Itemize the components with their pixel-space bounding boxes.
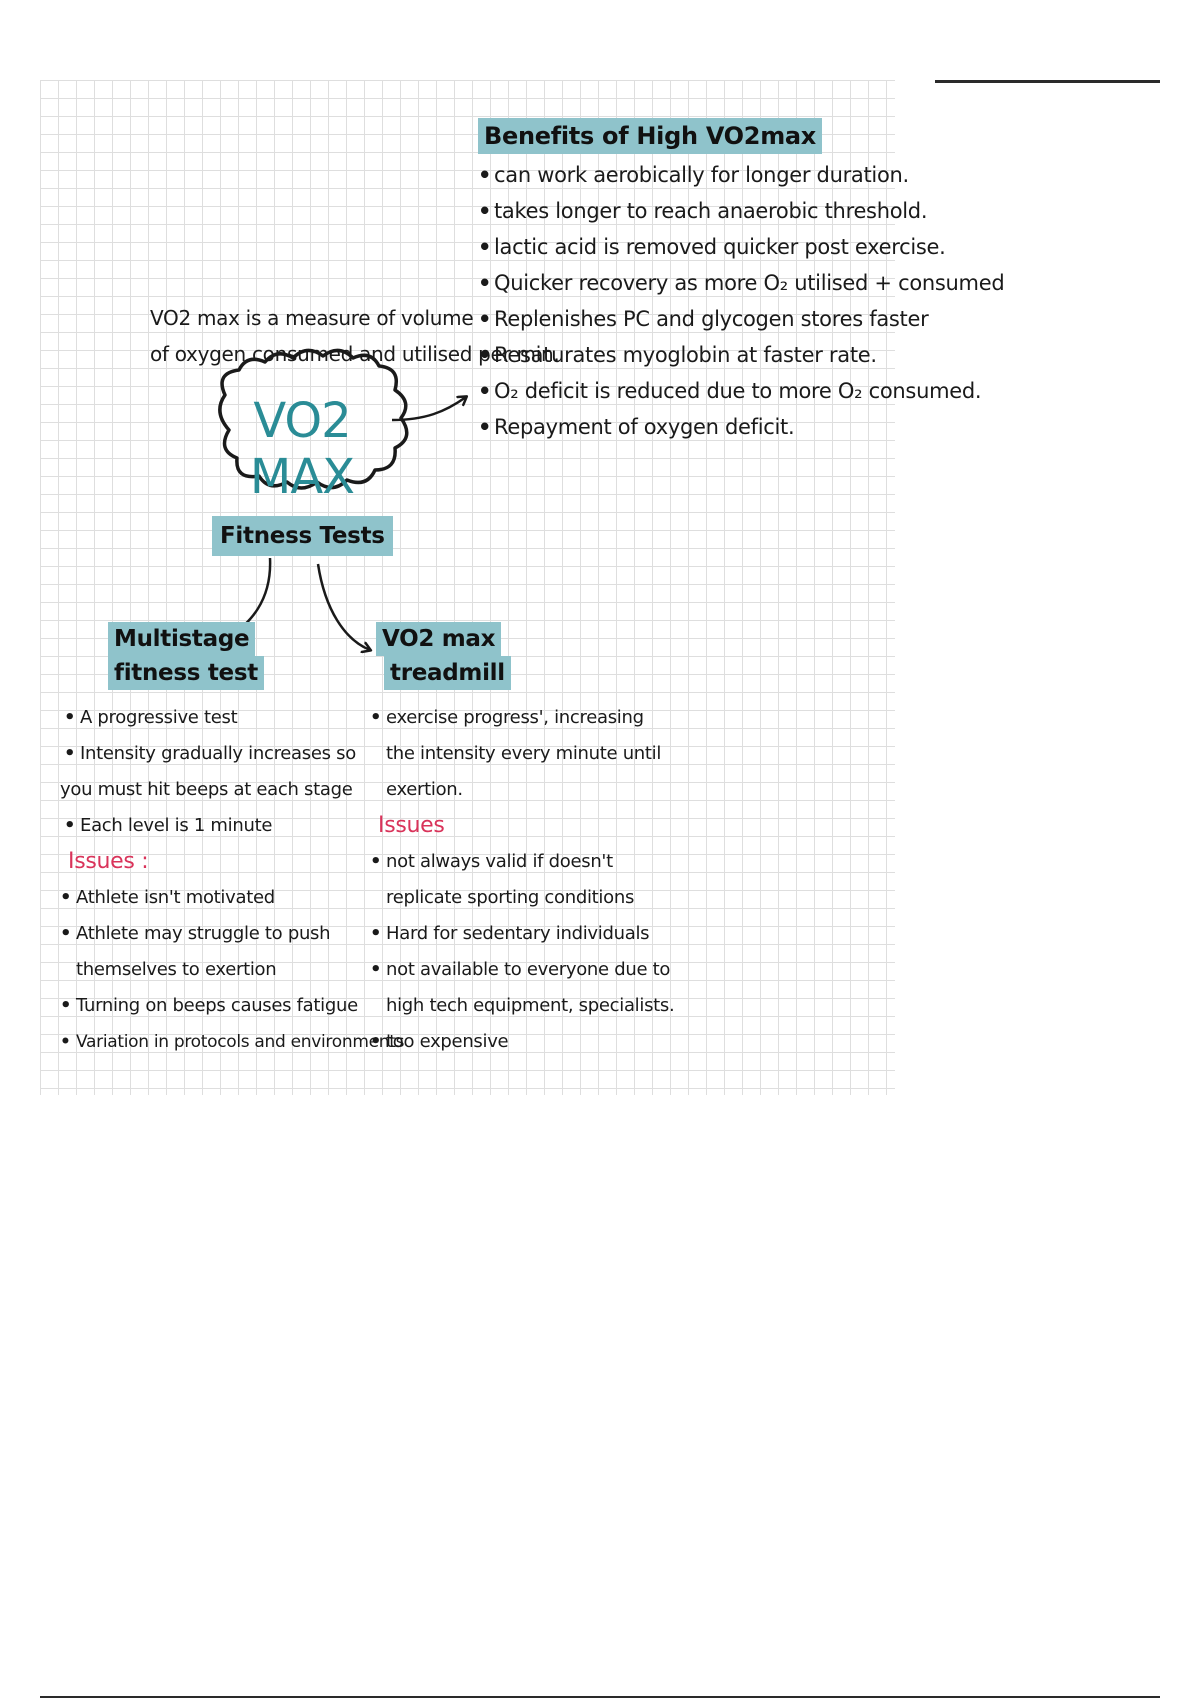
definition-line-1: VO2 max is a measure of volume — [150, 306, 474, 330]
multistage-issue-continuation: themselves to exertion — [76, 959, 277, 980]
benefit-item: • takes longer to reach anaerobic threshold. — [478, 193, 898, 229]
benefits-title-text: Benefits of High VO2max — [478, 118, 822, 154]
definition — [150, 300, 560, 372]
benefits-title — [478, 118, 898, 155]
multistage-item: • Each level is 1 minute — [64, 808, 360, 844]
treadmill-title-line-2: treadmill — [384, 656, 511, 690]
treadmill-issue: • not always valid if doesn't — [370, 844, 710, 880]
multistage-issues-label: Issues : — [68, 849, 149, 874]
treadmill-content — [370, 700, 710, 1060]
benefit-item: • lactic acid is removed quicker post exercise. — [478, 229, 898, 265]
multistage-issue: • Turning on beeps causes fatigue — [60, 988, 360, 1024]
treadmill-description-line: • exercise progress', increasing — [370, 700, 710, 736]
treadmill-issue: • not available to everyone due to — [370, 952, 710, 988]
arrow-to-treadmill — [318, 564, 370, 650]
treadmill-heading — [376, 622, 511, 690]
benefits-list — [478, 157, 1005, 445]
fitness-tests-heading — [212, 516, 393, 556]
multistage-title-line-2: fitness test — [108, 656, 264, 690]
benefit-item: • Resaturates myoglobin at faster rate. — [478, 337, 898, 373]
benefit-item: • Repayment of oxygen deficit. — [478, 409, 898, 445]
treadmill-issue: • too expensive — [370, 1024, 710, 1060]
multistage-continuation: you must hit beeps at each stage — [60, 779, 353, 800]
fitness-tests-title: Fitness Tests — [212, 516, 393, 556]
central-topic: VO2 MAX — [249, 393, 355, 505]
multistage-heading — [108, 622, 264, 690]
treadmill-description-line: exertion. — [386, 779, 463, 800]
definition-line-2: of oxygen consumed and utilised per min. — [150, 342, 560, 366]
multistage-issue: • Variation in protocols and environments — [60, 1024, 360, 1060]
bottom-rule — [40, 1696, 1160, 1698]
treadmill-issue-continuation: replicate sporting conditions — [386, 887, 635, 908]
treadmill-issue: • Hard for sedentary individuals — [370, 916, 710, 952]
treadmill-title-line-1: VO2 max — [376, 622, 501, 656]
benefit-item: • can work aerobically for longer duration. — [478, 157, 898, 193]
multistage-issue: • Athlete may struggle to push — [60, 916, 360, 952]
benefit-item: • Quicker recovery as more O₂ utilised + consumed — [478, 265, 898, 301]
multistage-item: • A progressive test — [64, 700, 360, 736]
multistage-title-line-1: Multistage — [108, 622, 255, 656]
treadmill-description-line: the intensity every minute until — [386, 743, 662, 764]
multistage-issue: • Athlete isn't motivated — [60, 880, 360, 916]
treadmill-issue-continuation: high tech equipment, specialists. — [386, 995, 675, 1016]
multistage-content — [60, 700, 405, 1060]
benefit-item: • O₂ deficit is reduced due to more O₂ consumed. — [478, 373, 898, 409]
benefit-item: • Replenishes PC and glycogen stores faster — [478, 301, 898, 337]
treadmill-issues-label: Issues — [378, 813, 445, 838]
multistage-item: • Intensity gradually increases so — [64, 736, 360, 772]
benefits-section — [478, 118, 1005, 445]
